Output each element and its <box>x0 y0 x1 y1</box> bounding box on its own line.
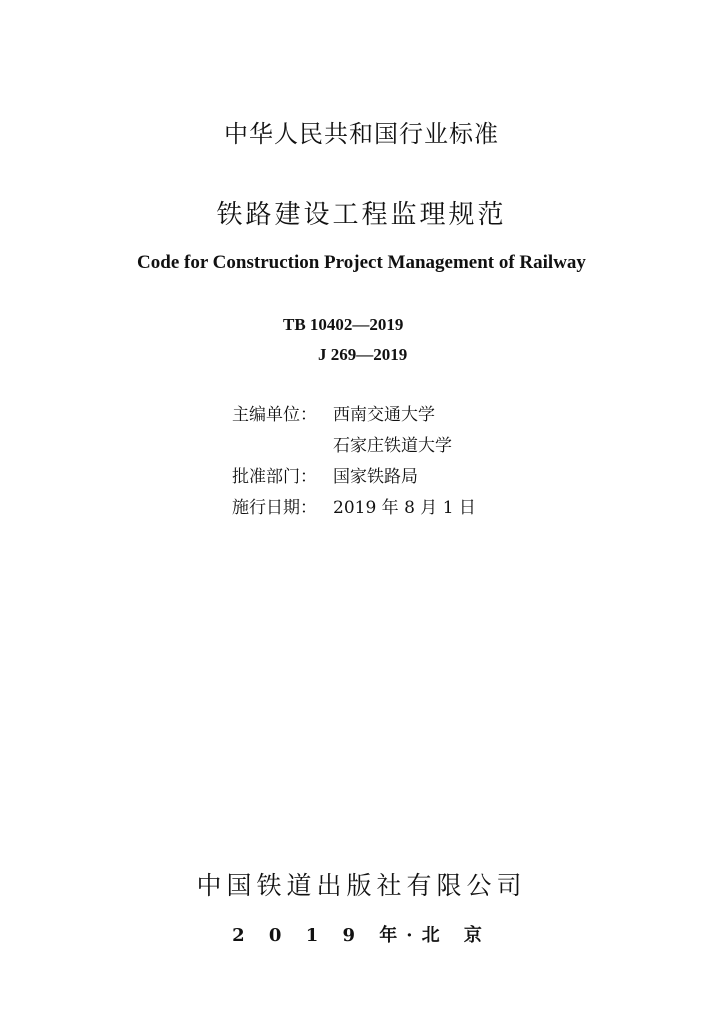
editor-label-spacer <box>232 431 333 462</box>
publication-metadata <box>232 400 476 524</box>
imprint-year-place: 2 0 1 9 年·北 京 <box>232 925 491 946</box>
standard-code-tb: TB 10402—2019 <box>283 315 404 334</box>
approver-value: 国家铁路局 <box>333 467 418 487</box>
effective-date-row <box>232 493 476 524</box>
publisher-name: 中国铁道出版社有限公司 <box>196 871 527 900</box>
title-english: Code for Construction Project Management of Railway <box>137 252 586 273</box>
editor-label: 主编单位： <box>232 405 317 425</box>
effective-date-label: 施行日期： <box>232 498 317 518</box>
editor-value-1: 西南交通大学 <box>333 405 435 425</box>
editor-row-2 <box>232 431 476 462</box>
standard-category: 中华人民共和国行业标准 <box>224 120 499 148</box>
standard-code-j: J 269—2019 <box>318 345 408 364</box>
effective-date-value: 2019 年 8 月 1 日 <box>333 498 476 518</box>
editor-row <box>232 400 476 431</box>
approver-row <box>232 462 476 493</box>
approver-label: 批准部门： <box>232 467 317 487</box>
editor-value-2: 石家庄铁道大学 <box>333 436 452 456</box>
title-chinese: 铁路建设工程监理规范 <box>216 200 507 230</box>
